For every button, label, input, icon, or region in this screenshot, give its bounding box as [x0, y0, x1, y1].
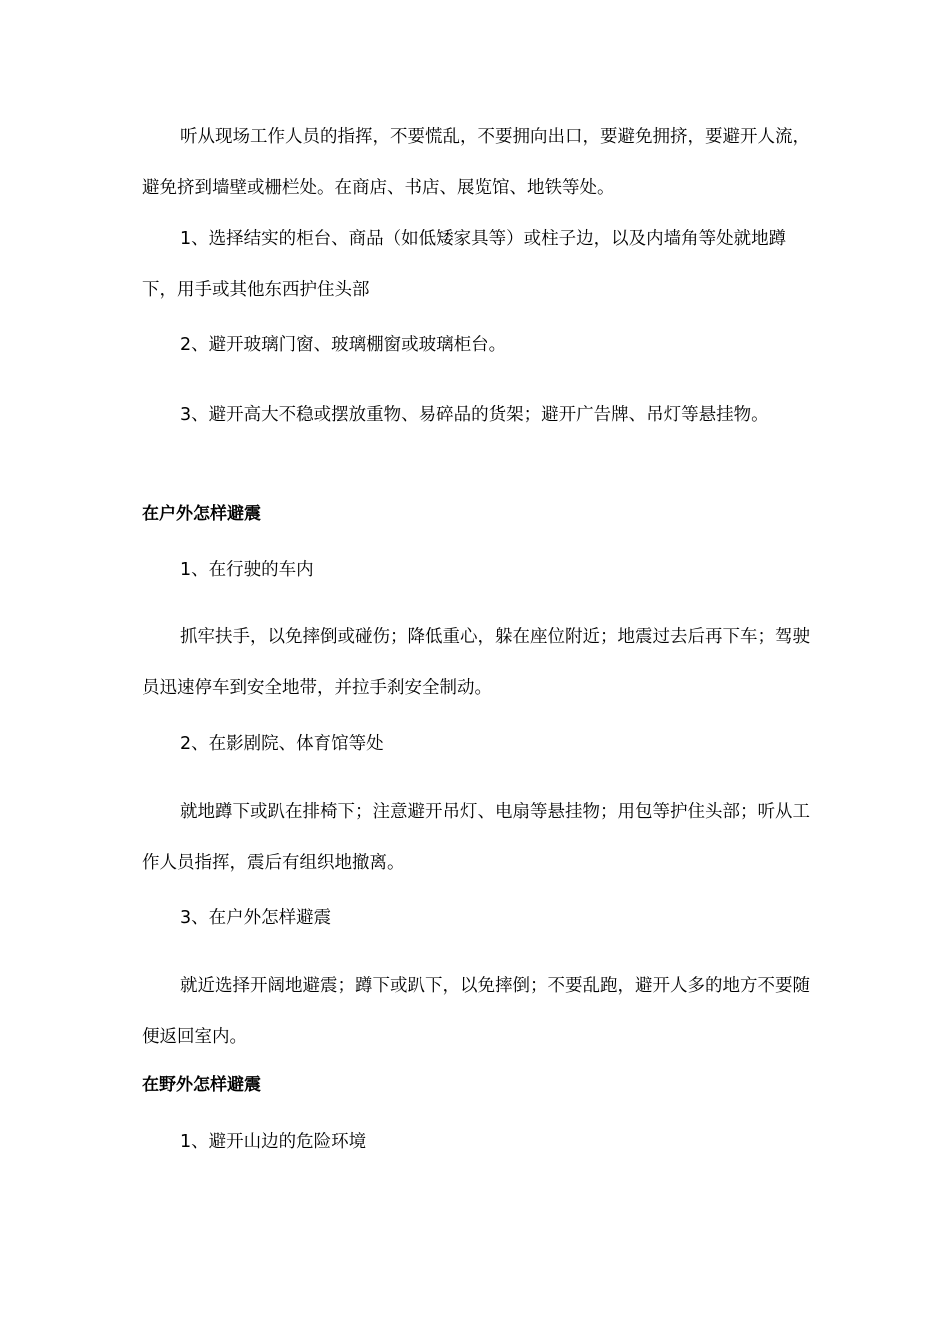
paragraph-outdoor-advice: 就近选择开阔地避震；蹲下或趴下，以免摔倒；不要乱跑，避开人多的地方不要随便返回室内。	[142, 976, 810, 1047]
paragraph-item-2-theater: 2、在影剧院、体育馆等处	[180, 734, 384, 754]
paragraph-item-2-glass: 2、避开玻璃门窗、玻璃棚窗或玻璃柜台。	[180, 335, 507, 355]
heading-wilderness: 在野外怎样避震	[142, 1075, 261, 1095]
heading-outdoor: 在户外怎样避震	[142, 504, 261, 524]
paragraph-item-1-mountain: 1、避开山边的危险环境	[180, 1132, 367, 1152]
paragraph-item-1-vehicle: 1、在行驶的车内	[180, 560, 314, 580]
paragraph-item-3-shelves: 3、避开高大不稳或摆放重物、易碎品的货架；避开广告牌、吊灯等悬挂物。	[180, 405, 769, 425]
paragraph-item-1-shelter: 1、选择结实的柜台、商品（如低矮家具等）或柱子边，以及内墙角等处就地蹲下，用手或其他东西护住头部	[142, 229, 787, 300]
paragraph-item-3-outdoor: 3、在户外怎样避震	[180, 908, 332, 928]
paragraph-vehicle-advice: 抓牢扶手，以免摔倒或碰伤；降低重心，躲在座位附近；地震过去后再下车；驾驶员迅速停车到安全地带，并拉手刹安全制动。	[142, 627, 810, 698]
paragraph-theater-advice: 就地蹲下或趴在排椅下；注意避开吊灯、电扇等悬挂物；用包等护住头部；听从工作人员指挥，震后有组织地撤离。	[142, 802, 810, 873]
paragraph-evacuation-advice: 听从现场工作人员的指挥，不要慌乱，不要拥向出口，要避免拥挤，要避开人流，避免挤到墙壁或栅栏处。在商店、书店、展览馆、地铁等处。	[142, 127, 810, 198]
